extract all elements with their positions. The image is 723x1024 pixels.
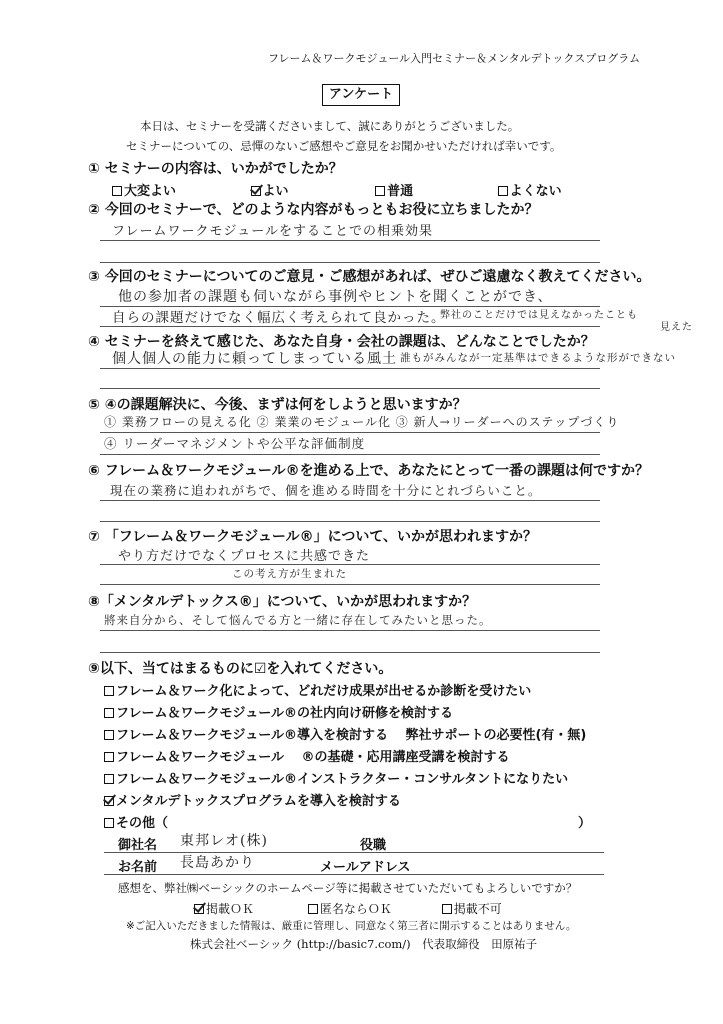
- q9-item[interactable]: フレーム＆ワークモジュール®導入を検討する 弊社サポートの必要性(有・無): [104, 724, 586, 743]
- q3-answer-line-2b: 弊社のことだけでは見えなかったことも: [440, 310, 638, 321]
- answer-line: [100, 262, 600, 263]
- answer-line: [100, 630, 600, 631]
- answer-line: [100, 240, 600, 241]
- form-title: アンケート: [322, 84, 400, 106]
- q9-question: ⑨以下、当てはまるものに☑を入れてください。: [88, 661, 393, 677]
- q7-answer-line-2: この考え方が生まれた: [232, 568, 347, 580]
- program-title: フレーム＆ワークモジュール入門セミナー＆メンタルデトックスプログラム: [268, 52, 641, 65]
- q9-item[interactable]: フレーム＆ワークモジュール®の社内向け研修を検討する: [104, 702, 453, 721]
- q1-option-average[interactable]: 普通: [375, 184, 413, 199]
- q3-answer-line-1: 他の参加者の課題も伺いながら事例やヒントを聞くことができ、: [118, 289, 553, 305]
- checkbox-icon[interactable]: [375, 186, 385, 196]
- name-field[interactable]: 長島あかり: [180, 855, 255, 871]
- checkbox-icon[interactable]: [104, 752, 114, 762]
- consent-option-anonymous[interactable]: 匿名ならＯＫ: [308, 902, 392, 916]
- q7-question: ⑦ 「フレーム＆ワークモジュール®」について、いかが思われますか？: [88, 529, 538, 545]
- checkbox-icon[interactable]: [442, 904, 452, 914]
- company-label: 御社名: [118, 838, 158, 853]
- contact-line: [104, 874, 604, 875]
- q5-answer-line-2: ④ リーダーマネジメントや公平な評価制度: [104, 436, 366, 451]
- role-label: 役職: [360, 838, 387, 853]
- q1-options: [112, 180, 562, 199]
- answer-line: [100, 521, 600, 522]
- checkbox-icon[interactable]: [104, 774, 114, 784]
- answer-line: [100, 652, 600, 653]
- contact-line: [104, 852, 604, 853]
- checkbox-icon[interactable]: [104, 708, 114, 718]
- intro-line-2: セミナーについての、忌憚のないご感想やご意見をお聞かせいただければ幸いです。: [126, 139, 562, 153]
- answer-line: [100, 326, 600, 327]
- answer-line: [100, 368, 600, 369]
- q9-item-other[interactable]: その他（: [104, 812, 168, 831]
- q4-answer-b: 誰もがみんなが一定基準はできるような形ができない: [400, 352, 676, 364]
- consent-option-no[interactable]: 掲載不可: [442, 902, 502, 916]
- answer-line: [100, 454, 600, 455]
- answer-line: [100, 432, 600, 433]
- email-label: メールアドレス: [320, 860, 411, 875]
- q1-option-poor[interactable]: よくない: [498, 184, 562, 199]
- q9-item[interactable]: フレーム＆ワークモジュール ®の基礎・応用講座受講を検討する: [104, 746, 510, 765]
- checked-checkbox-icon[interactable]: [194, 904, 204, 914]
- q6-answer: 現在の業務に追われがちで、個を進める時間を十分にとれづらいこと。: [110, 483, 542, 498]
- company-field[interactable]: 東邦レオ(株): [180, 833, 268, 849]
- q4-answer: 個人個人の能力に頼ってしまっている風土: [112, 351, 397, 367]
- intro-line-1: 本日は、セミナーを受講くださいまして、誠にありがとうございました。: [140, 119, 520, 133]
- q9-item[interactable]: メンタルデトックスプログラムを導入を検討する: [104, 790, 401, 809]
- q6-question: ⑥ フレーム＆ワークモジュール®を進める上で、あなたにとって一番の課題は何ですか？: [88, 463, 650, 479]
- answer-line: [100, 584, 600, 585]
- q9-other-close: ）: [578, 816, 592, 831]
- q1-option-good[interactable]: よい: [251, 184, 289, 199]
- q1-option-excellent[interactable]: 大変よい: [112, 184, 176, 199]
- q2-answer: フレームワークモジュールをすることでの相乗効果: [112, 224, 433, 239]
- q3-answer-line-2: 自らの課題だけでなく幅広く考えられて良かった。: [112, 310, 446, 326]
- q8-question: ⑧「メンタルデトックス®」について、いかが思われますか？: [88, 594, 477, 610]
- checkbox-icon[interactable]: [308, 904, 318, 914]
- q9-item[interactable]: フレーム＆ワーク化によって、どれだけ成果が出せるか診断を受けたい: [104, 680, 531, 699]
- checkbox-icon[interactable]: [112, 186, 122, 196]
- q5-answer-line-1: ① 業務フローの見える化 ② 業業のモジュール化 ③ 新人→リーダーへのステップづくり: [104, 415, 620, 429]
- q5-question: ⑤ ④の課題解決に、今後、まずは何をしようと思いますか？: [88, 397, 467, 413]
- q9-item[interactable]: フレーム＆ワークモジュール®インストラクター・コンサルタントになりたい: [104, 768, 568, 787]
- checkbox-icon[interactable]: [104, 730, 114, 740]
- checkbox-icon[interactable]: [104, 818, 114, 828]
- q3-question: ③ 今回のセミナーについてのご意見・ご感想があれば、ぜひご遠慮なく教えてください。: [88, 269, 651, 285]
- checked-checkbox-icon[interactable]: [251, 186, 261, 196]
- q4-question: ④ セミナーを終えて感じた、あなた自身・会社の課題は、どんなことでしたか？: [88, 334, 595, 350]
- answer-line: [100, 388, 600, 389]
- q2-question: ② 今回のセミナーで、どのような内容がもっともお役に立ちましたか？: [88, 202, 539, 218]
- checkbox-icon[interactable]: [104, 686, 114, 696]
- answer-line: [100, 500, 600, 501]
- q8-answer: 將来自分から、そして悩んでる方と一緒に存在してみたいと思った。: [104, 613, 492, 627]
- consent-question: 感想を、弊社㈱ベーシックのホームページ等に掲載させていただいてもよろしいですか？: [118, 881, 578, 895]
- consent-options: [194, 900, 502, 917]
- privacy-note: ※ご記入いただきました情報は、厳重に管理し、同意なく第三者に開示することはありません。: [126, 920, 577, 932]
- company-footer: 株式会社ベーシック (http://basic7.com/) 代表取締役 田原祐子: [190, 937, 538, 951]
- q7-answer-line-1: やり方だけでなくプロセスに共感できた: [118, 549, 371, 564]
- checked-checkbox-icon[interactable]: [104, 796, 114, 806]
- q3-answer-line-2c: 見えた: [660, 322, 693, 333]
- q1-question: ① セミナーの内容は、いかがでしたか？: [88, 161, 343, 177]
- checkbox-icon[interactable]: [498, 186, 508, 196]
- answer-line: [100, 564, 600, 565]
- consent-option-ok[interactable]: 掲載ＯＫ: [194, 902, 254, 916]
- name-label: お名前: [118, 860, 158, 875]
